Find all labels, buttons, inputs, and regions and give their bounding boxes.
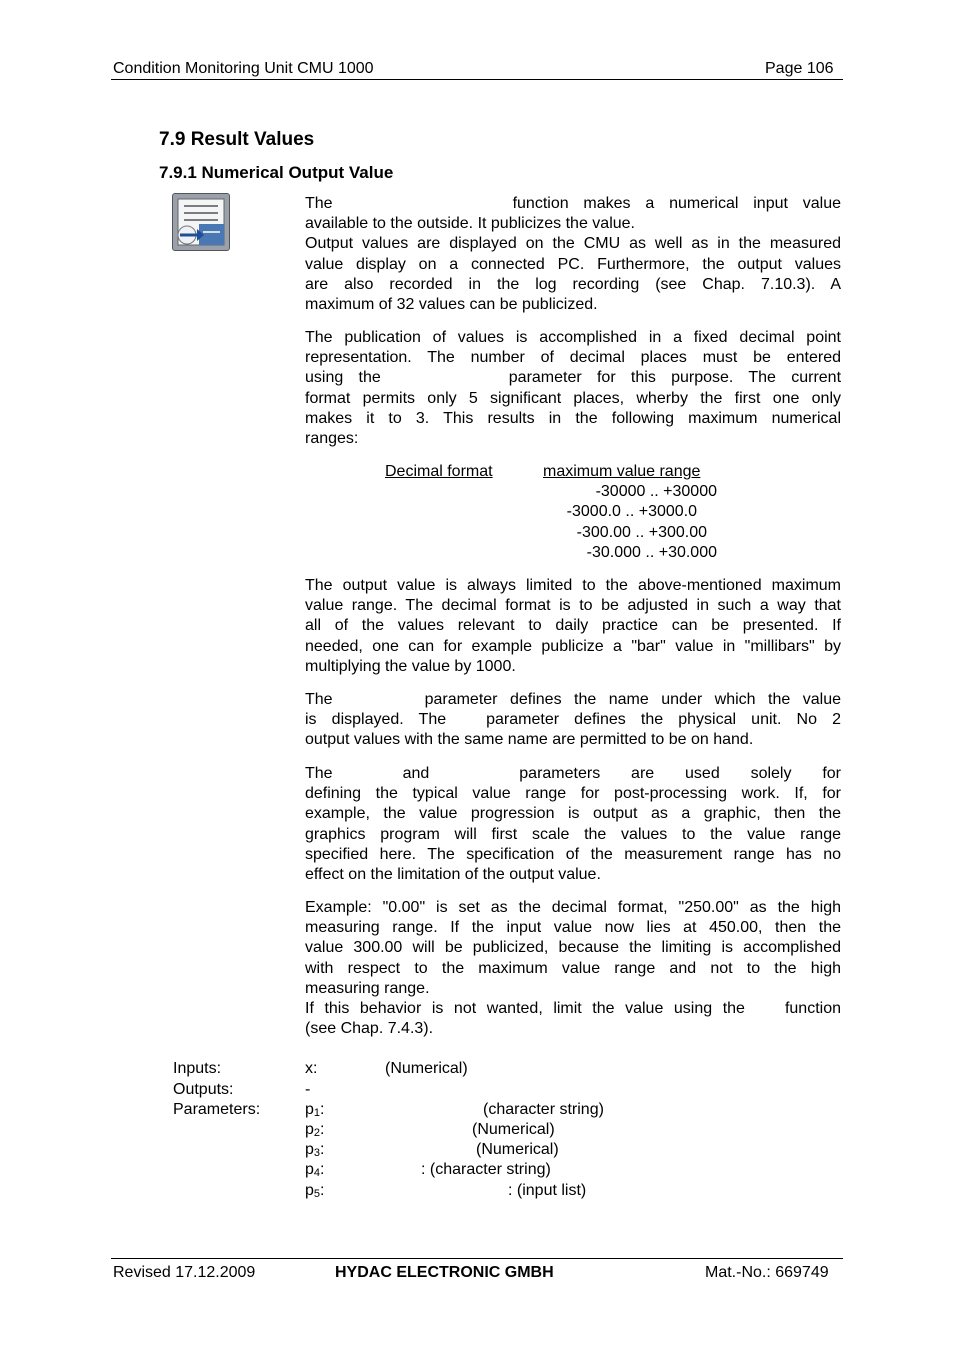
param-p3: [305, 1140, 324, 1160]
param-p5-type: : (input list): [508, 1182, 587, 1199]
text: The output value is always limited to the above-mentioned maximum: [305, 577, 841, 594]
text: with respect to the maximum value range and not to the high: [305, 959, 841, 977]
text: specified here. The specification of the measurement range has no: [305, 845, 841, 863]
inputs-label: Inputs:: [173, 1060, 222, 1077]
text: The: [305, 765, 333, 782]
table-header-decimal: Decimal format: [385, 463, 493, 480]
paragraph-range: [305, 764, 841, 885]
text: (see Chap. 7.4.3).: [305, 1020, 434, 1038]
table-row: -3000.0 .. +3000.0: [566, 503, 697, 520]
text: output values with the same name are permitted to be on hand.: [305, 731, 754, 749]
text: measuring range.: [305, 979, 430, 997]
footer-mat-no: Mat.-No.: 669749: [705, 1264, 829, 1281]
text: :: [320, 1182, 325, 1199]
text: parameter defines the name under which the value: [424, 691, 841, 708]
parameters-label: Parameters:: [173, 1101, 261, 1118]
page-number: Page 106: [765, 60, 834, 77]
text: parameters are used solely for: [519, 765, 841, 782]
table-row: -30.000 .. +30.000: [586, 544, 717, 561]
outputs-label: Outputs:: [173, 1081, 234, 1098]
text: 2: [313, 1127, 321, 1139]
param-p2: [305, 1120, 324, 1140]
text: all of the values relevant to daily practice can be presented. If: [305, 617, 841, 635]
text: using the: [305, 369, 381, 387]
text: value display on a connected PC. Furthermore, the output values: [305, 255, 841, 273]
text: 1: [313, 1107, 321, 1119]
paragraph-name-unit: [305, 690, 841, 751]
text: graphics program will first scale the values to the value range: [305, 825, 841, 843]
text: 4: [313, 1167, 321, 1179]
text: 5: [313, 1188, 321, 1200]
text: :: [320, 1101, 325, 1118]
subsection-heading: 7.9.1 Numerical Output Value: [159, 163, 394, 182]
text: available to the outside. It publicizes the value.: [305, 215, 635, 233]
footer-company: HYDAC ELECTRONIC GMBH: [335, 1264, 554, 1281]
text: :: [320, 1121, 325, 1138]
text: p: [305, 1101, 314, 1118]
text: p: [305, 1121, 314, 1138]
param-p1: [305, 1100, 324, 1120]
param-p4: [305, 1160, 324, 1180]
paragraph-example: [305, 898, 841, 1039]
text: multiplying the value by 1000.: [305, 657, 516, 675]
text: :: [320, 1161, 325, 1178]
text: are also recorded in the log recording (see Chap. 7.10.3). A: [305, 275, 841, 293]
text: makes it to 3. This results in the following maximum numerical: [305, 409, 841, 427]
text: defining the typical value range for post-processing work. If, for: [305, 785, 841, 803]
text: measuring range. If the input value now lies at 450.00, then the: [305, 919, 841, 937]
text: If this behavior is not wanted, limit the value using the: [305, 1000, 745, 1018]
text: :: [320, 1141, 325, 1158]
footer-rule: [111, 1258, 843, 1259]
param-p3-type: (Numerical): [476, 1141, 559, 1158]
param-p4-type: : (character string): [421, 1161, 551, 1178]
param-p5: [305, 1181, 324, 1201]
text: parameter for this purpose. The current: [508, 369, 842, 387]
input-x-type: (Numerical): [385, 1060, 468, 1077]
text: Output values are displayed on the CMU as well as in the measured: [305, 235, 841, 253]
text: needed, one can for example publicize a "bar" value in "millibars" by: [305, 637, 841, 655]
text: 3: [313, 1147, 321, 1159]
text: The: [305, 195, 333, 212]
header-rule: [111, 79, 843, 80]
input-x: x:: [305, 1060, 318, 1077]
outputs-value: -: [305, 1081, 311, 1098]
text: maximum of 32 values can be publicized.: [305, 296, 598, 314]
text: value 300.00 will be publicized, because the limiting is accomplished: [305, 939, 841, 957]
param-p2-type: (Numerical): [472, 1121, 555, 1138]
table-header-range: maximum value range: [543, 463, 701, 480]
paragraph-limit: [305, 576, 841, 677]
text: format permits only 5 significant places, wherby the first one only: [305, 389, 841, 407]
text: function: [784, 1000, 841, 1018]
text: effect on the limitation of the output value.: [305, 866, 601, 884]
text: ranges:: [305, 430, 359, 448]
text: Example: "0.00" is set as the decimal format, "250.00" as the high: [305, 899, 841, 916]
output-value-icon: [172, 193, 230, 251]
table-row: -300.00 .. +300.00: [576, 524, 707, 541]
text: p: [305, 1141, 314, 1158]
paragraph-decimal: [305, 328, 841, 449]
text: p: [305, 1161, 314, 1178]
param-p1-type: (character string): [483, 1101, 604, 1118]
text: parameter defines the physical unit. No 2: [486, 711, 841, 729]
table-row: -30000 .. +30000: [595, 483, 717, 500]
header-title: Condition Monitoring Unit CMU 1000: [113, 60, 374, 77]
text: p: [305, 1182, 314, 1199]
text: The: [305, 691, 333, 708]
text: The publication of values is accomplished in a fixed decimal point: [305, 329, 841, 346]
section-heading: 7.9 Result Values: [159, 129, 315, 150]
text: example, the value progression is output as a graphic, then the: [305, 805, 841, 823]
paragraph-intro: [305, 194, 841, 315]
text: and: [402, 765, 430, 782]
text: function makes a numerical input value: [512, 195, 841, 212]
text: value range. The decimal format is to be adjusted in such a way that: [305, 597, 841, 615]
text: representation. The number of decimal places must be entered: [305, 349, 841, 367]
text: is displayed. The: [305, 711, 447, 729]
footer-revised: Revised 17.12.2009: [113, 1264, 256, 1281]
